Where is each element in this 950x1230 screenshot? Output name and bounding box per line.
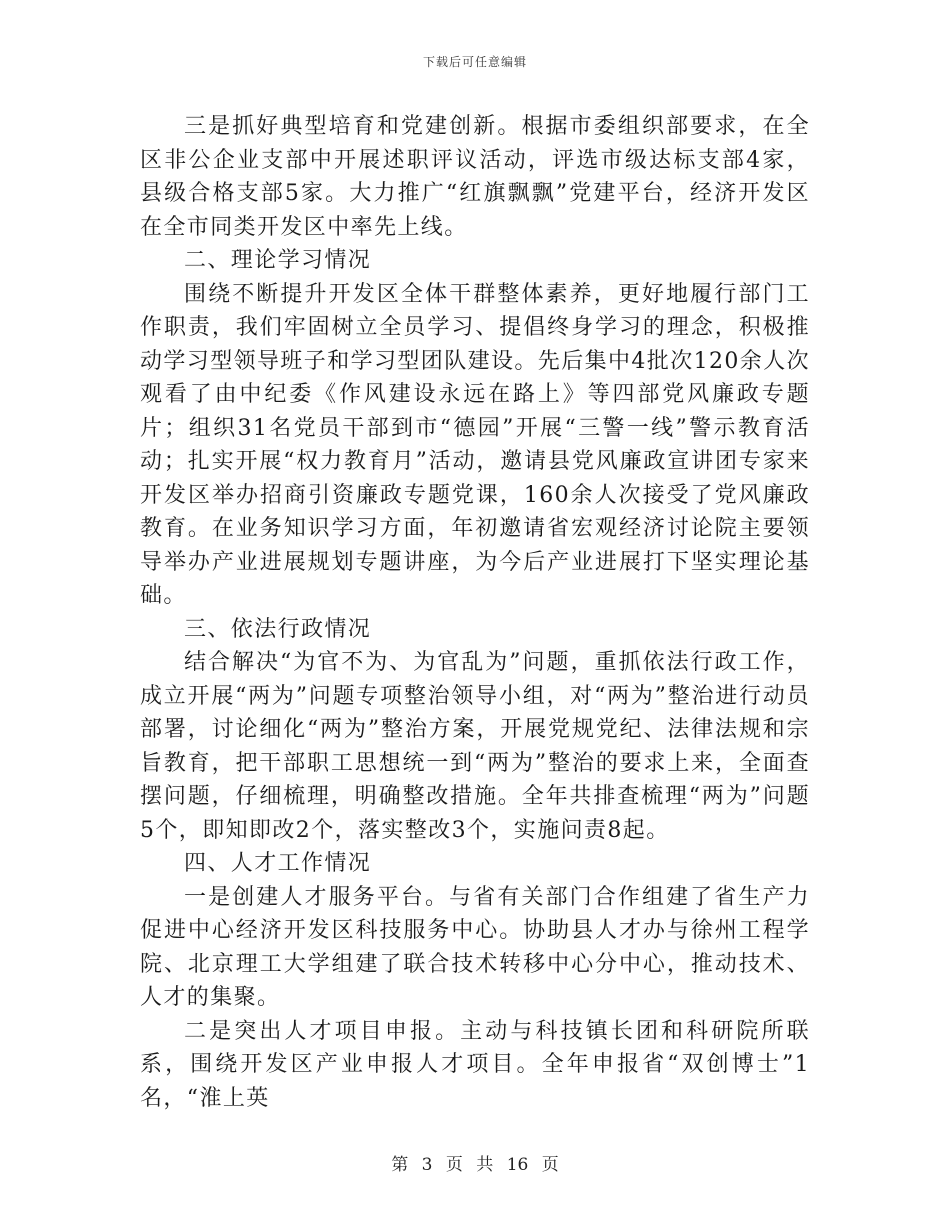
paragraph-party-innovation: 三是抓好典型培育和党建创新。根据市委组织部要求，在全区非公企业支部中开展述职评议活动，评选市级达标支部4家，县级合格支部5家。大力推广“红旗飘飘”党建平台，经济开发区在全市同类开发区中率先上线。 bbox=[140, 114, 810, 240]
page-header: 下载后可任意编辑 bbox=[422, 55, 527, 69]
paragraph-talent-projects: 二是突出人才项目申报。主动与科技镇长团和科研院所联系，围绕开发区产业申报人才项目。全年申报省“双创博士”1名，“淮上英 bbox=[140, 1018, 810, 1111]
page-footer: 第 3 页 共 16 页 bbox=[391, 1155, 559, 1175]
section-heading-talent-work: 四、人才工作情况 bbox=[184, 851, 372, 876]
paragraph-law-administration: 结合解决“为官不为、为官乱为”问题，重抓依法行政工作，成立开展“两为”问题专项整治领导小组，对“两为”整治进行动员部署，讨论细化“两为”整治方案，开展党规党纪、法律法规和宗旨教育，把干部职工思想统一到“两为”整治的要求上来，全面查摆问题，仔细梳理，明确整改措施。全年共排查梳理“两为”问题5个，即知即改2个，落实整改3个，实施问责8起。 bbox=[140, 650, 810, 843]
document-body bbox=[140, 110, 810, 1115]
section-heading-law-administration: 三、依法行政情况 bbox=[184, 616, 372, 642]
paragraph-talent-platform: 一是创建人才服务平台。与省有关部门合作组建了省生产力促进中心经济开发区科技服务中心。协助县人才办与徐州工程学院、北京理工大学组建了联合技术转移中心分中心，推动技术、人才的集聚。 bbox=[140, 884, 810, 1010]
section-heading-theory-study: 二、理论学习情况 bbox=[184, 248, 372, 273]
paragraph-theory-study: 围绕不断提升开发区全体干群整体素养，更好地履行部门工作职责，我们牢固树立全员学习、提倡终身学习的理念，积极推动学习型领导班子和学习型团队建设。先后集中4批次120余人次观看了由中纪委《作风建设永远在路上》等四部党风廉政专题片；组织31名党员干部到市“德园”开展“三警一线”警示教育活动；扎实开展“权力教育月”活动，邀请县党风廉政宣讲团专家来开发区举办招商引资廉政专题党课，160余人次接受了党风廉政教育。在业务知识学习方面，年初邀请省宏观经济讨论院主要领导举办产业进展规划专题讲座，为今后产业进展打下坚实理论基础。 bbox=[140, 281, 810, 608]
